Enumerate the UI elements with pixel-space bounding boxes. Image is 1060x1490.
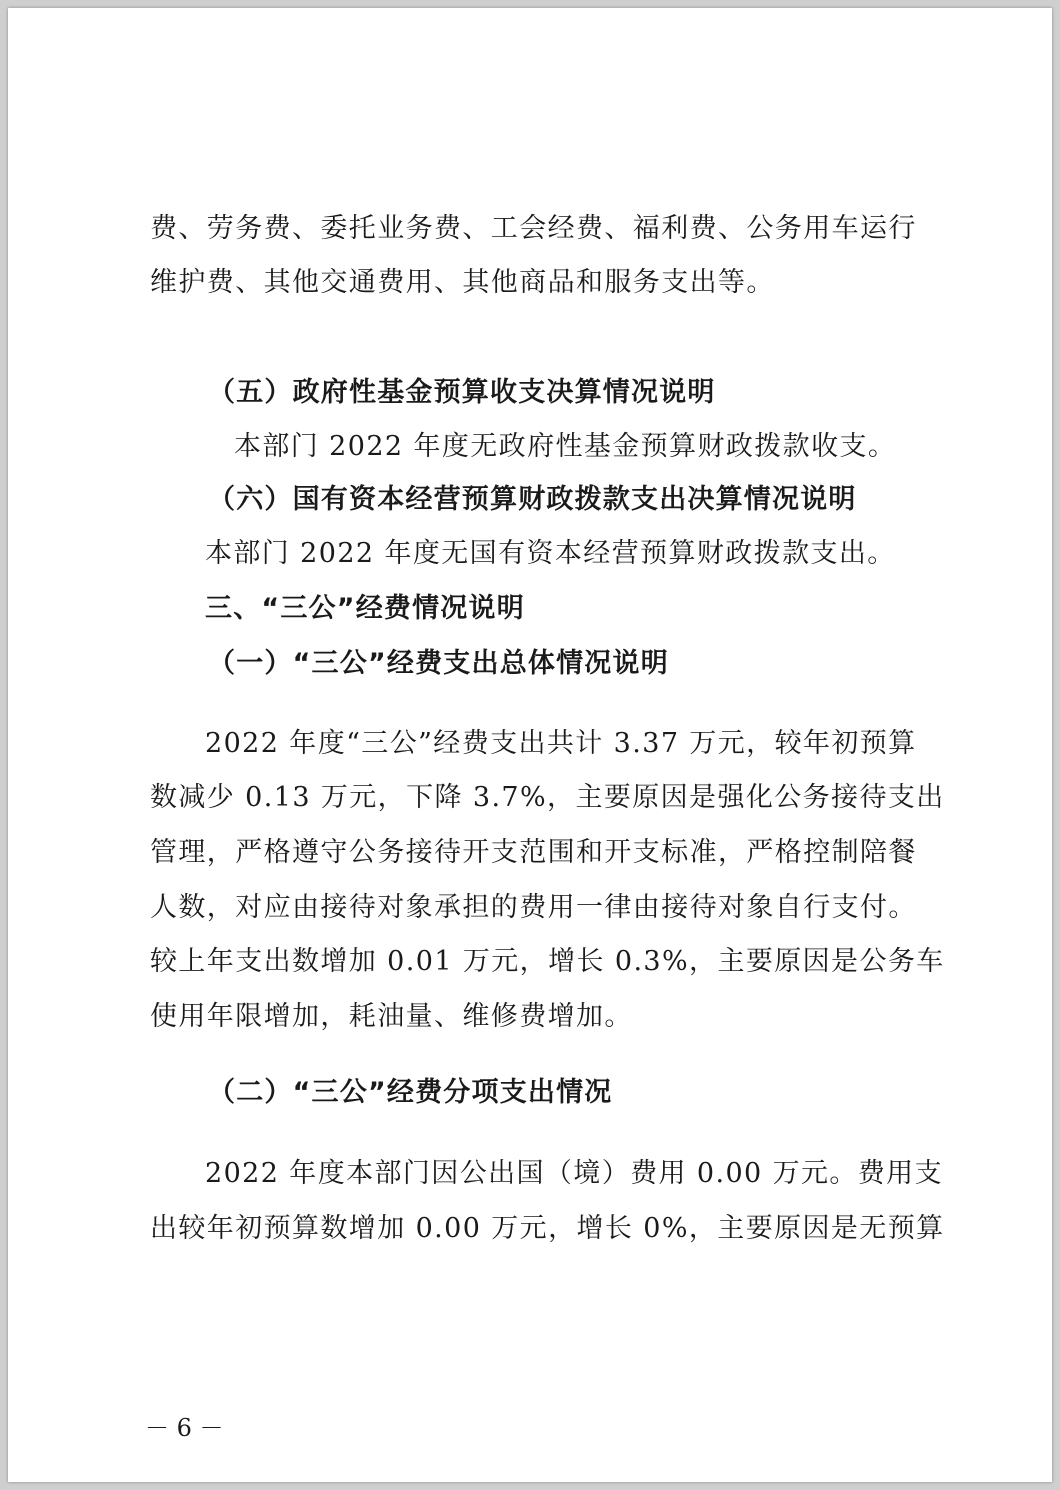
subsection-heading-1: （一）“三公”经费支出总体情况说明 <box>208 648 669 679</box>
paragraph-line: 使用年限增加，耗油量、维修费增加。 <box>150 1001 633 1032</box>
paragraph-line: 费、劳务费、委托业务费、工会经费、福利费、公务用车运行 <box>150 213 917 244</box>
paragraph-line: 数减少 0.13 万元，下降 3.7%，主要原因是强化公务接待支出 <box>150 782 945 813</box>
paragraph-line: 出较年初预算数增加 0.00 万元，增长 0%，主要原因是无预算 <box>150 1213 945 1244</box>
paragraph-line: 2022 年度本部门因公出国（境）费用 0.00 万元。费用支 <box>205 1158 943 1189</box>
paragraph-line: 人数，对应由接待对象承担的费用一律由接待对象自行支付。 <box>150 892 917 923</box>
section-body-6: 本部门 2022 年度无国有资本经营预算财政拨款支出。 <box>205 538 896 569</box>
paragraph-line: 2022 年度“三公”经费支出共计 3.37 万元，较年初预算 <box>205 728 917 759</box>
paragraph-line: 较上年支出数增加 0.01 万元，增长 0.3%，主要原因是公务车 <box>150 946 945 977</box>
paragraph-line: 维护费、其他交通费用、其他商品和服务支出等。 <box>150 267 775 298</box>
section-heading-5: （五）政府性基金预算收支决算情况说明 <box>208 377 716 408</box>
document-page <box>8 8 1052 1482</box>
section-body-5: 本部门 2022 年度无政府性基金预算财政拨款收支。 <box>234 431 897 462</box>
part-heading-3: 三、“三公”经费情况说明 <box>205 593 525 624</box>
paragraph-line: 管理，严格遵守公务接待开支范围和开支标准，严格控制陪餐 <box>150 837 917 868</box>
page-number: － 6 － <box>145 1414 224 1442</box>
subsection-heading-2: （二）“三公”经费分项支出情况 <box>208 1077 613 1108</box>
section-heading-6: （六）国有资本经营预算财政拨款支出决算情况说明 <box>208 484 857 515</box>
